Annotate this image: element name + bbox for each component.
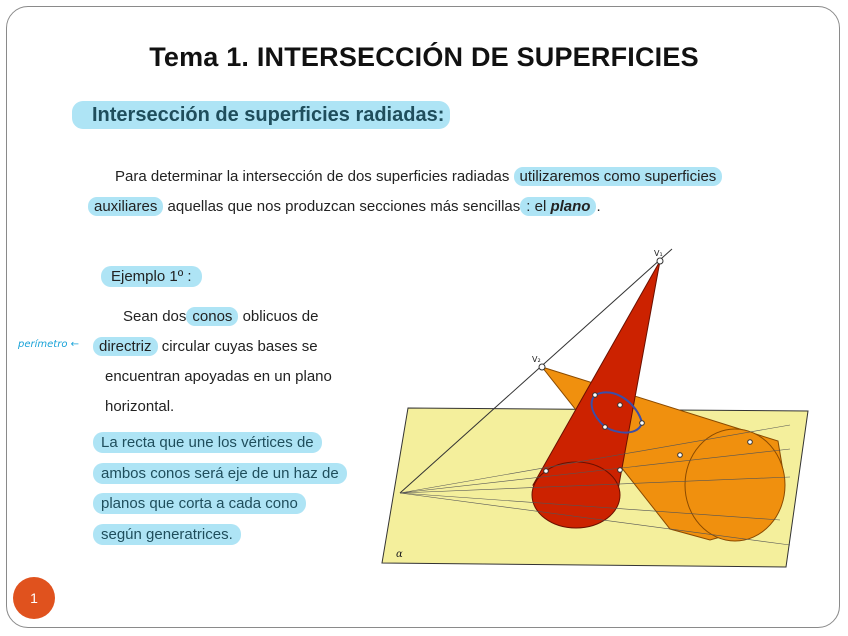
handwritten-note: perímetro ← — [18, 339, 79, 350]
example-description — [93, 302, 383, 422]
label-alpha: α — [396, 549, 403, 560]
recta-line-4: según generatrices. — [93, 524, 241, 545]
desc-highlight-conos: conos — [186, 307, 238, 326]
vertex-v1 — [657, 258, 663, 264]
para-highlight-2: auxiliares — [88, 197, 163, 216]
para-highlight-1: utilizaremos como superficies — [514, 167, 723, 186]
para-text-1: Para determinar la intersección de dos superficies radiadas — [115, 168, 510, 185]
page-number-badge: 1 — [13, 577, 55, 619]
slide-title: Tema 1. INTERSECCIÓN DE SUPERFICIES — [149, 42, 699, 72]
base-point — [544, 469, 549, 474]
section-subtitle — [72, 104, 450, 127]
recta-line-2: ambos conos será eje de un haz de — [93, 463, 347, 484]
intersection-point — [593, 393, 598, 398]
label-v1: V₁ — [654, 249, 663, 258]
label-v2: V₂ — [532, 355, 541, 364]
desc-line4: horizontal. — [105, 398, 175, 415]
base-point — [748, 440, 753, 445]
intro-paragraph — [88, 162, 788, 222]
example-label — [101, 268, 202, 285]
para-highlight-3-text: : el — [526, 198, 547, 215]
recta-line-3: planos que corta a cada cono — [93, 493, 306, 514]
base-point — [678, 453, 683, 458]
desc-line3: encuentran apoyadas en un plano — [105, 368, 332, 385]
cones-intersection-figure — [380, 245, 820, 580]
orange-cone-base — [685, 429, 785, 541]
subtitle-text: Intersección de superficies radiadas: — [72, 101, 450, 129]
intersection-point — [618, 403, 623, 408]
desc-line1-after: oblicuos de — [242, 308, 319, 325]
intersection-point — [603, 425, 608, 430]
desc-highlight-directriz: directriz — [93, 337, 158, 356]
para-text-2: aquellas que nos produzcan secciones más sencillas — [167, 198, 521, 215]
example-label-text: Ejemplo 1º : — [101, 266, 202, 287]
desc-line2-after: circular cuyas bases se — [161, 338, 318, 355]
para-end: . — [596, 198, 601, 215]
para-emphasis: plano — [550, 198, 591, 215]
desc-line1-before: Sean dos — [123, 308, 187, 325]
cones-diagram — [380, 245, 820, 575]
para-highlight-3 — [520, 197, 596, 216]
recta-line-1: La recta que une los vértices de — [93, 432, 322, 453]
vertex-v2 — [539, 364, 545, 370]
intersection-point — [640, 421, 645, 426]
recta-paragraph — [93, 428, 383, 550]
base-point — [618, 468, 623, 473]
